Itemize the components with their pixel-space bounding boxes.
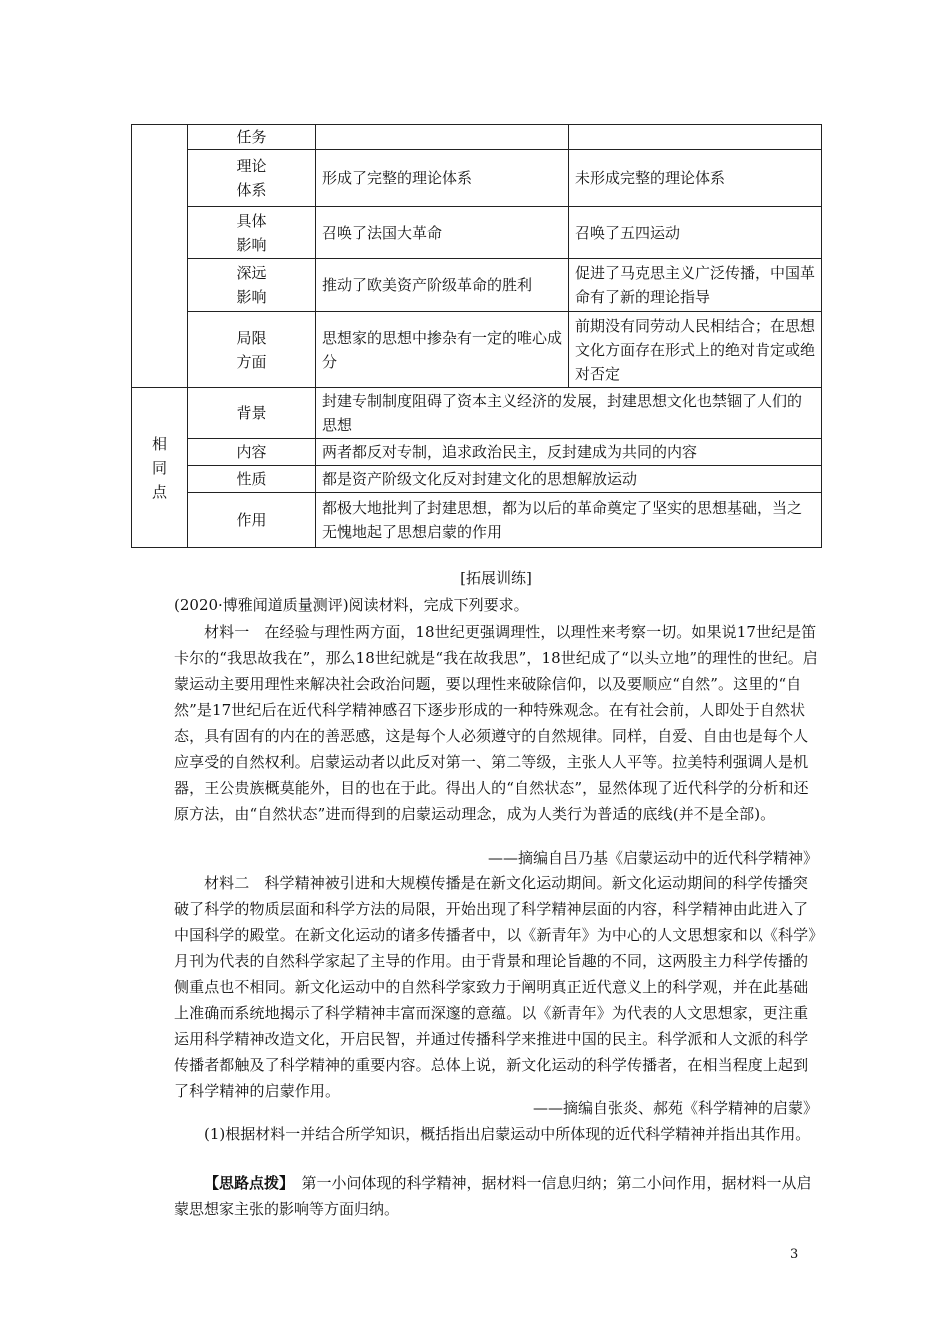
table-row-content xyxy=(132,439,822,466)
comparison-table xyxy=(131,124,822,548)
cell-new-culture xyxy=(569,125,822,150)
question-one: (1)根据材料一并结合所学知识，概括指出启蒙运动中所体现的近代科学精神并指出其作用。 xyxy=(204,1125,811,1143)
page-number: 3 xyxy=(790,1247,799,1262)
cell-common: 都极大地批判了封建思想，都为以后的革命奠定了坚实的思想基础，当之无愧地起了思想启蒙的作用 xyxy=(316,493,822,548)
row-label: 背景 xyxy=(188,388,316,439)
same-group-label: 相同点 xyxy=(151,434,167,501)
hint-label: 【思路点拨】 xyxy=(204,1174,287,1192)
hint-paragraph xyxy=(174,1170,818,1222)
same-group-cell xyxy=(132,388,188,548)
table-row-task xyxy=(132,125,822,150)
table-row-background xyxy=(132,388,822,439)
table-row-nature xyxy=(132,466,822,493)
table-row-limitation xyxy=(132,312,822,388)
cell-enlightenment xyxy=(316,125,569,150)
material-two-text: 材料二 科学精神被引进和大规模传播是在新文化运动期间。新文化运动期间的科学传播突破了科学的物质层面和科学方法的局限，开始出现了科学精神层面的内容，科学精神由此进入了中国科学的殿堂。在新文化运动的诸多传播者中，以《新青年》为中心的人文思想家和以《科学》月刊为代表的自然科学家起了主导的作用。由于背景和理论旨趣的不同，这两股主力科学传播的侧重点也不相同。新文化运动中的自然科学家致力于阐明真正近代意义上的科学观，并在此基础上准确而系统地揭示了科学精神丰富而深邃的意蕴。以《新青年》为代表的人文思想家，更注重运用科学精神改造文化，开启民智，并通过传播科学来推进中国的民主。科学派和人文派的科学传播者都触及了科学精神的重要内容。总体上说，新文化运动的科学传播者，在相当程度上起到了科学精神的启蒙作用。 xyxy=(174,874,816,1100)
table-row-theory xyxy=(132,150,822,207)
row-label: 作用 xyxy=(188,493,316,548)
row-label: 理论体系 xyxy=(236,157,267,199)
row-label: 内容 xyxy=(188,439,316,466)
table-row-far-impact xyxy=(132,259,822,312)
cell-enlightenment: 推动了欧美资产阶级革命的胜利 xyxy=(316,259,569,312)
source-line: (2020·博雅闻道质量测评)阅读材料，完成下列要求。 xyxy=(174,596,529,614)
row-label: 性质 xyxy=(188,466,316,493)
cell-new-culture: 促进了马克思主义广泛传播，中国革命有了新的理论指导 xyxy=(569,259,822,312)
cell-common: 都是资产阶级文化反对封建文化的思想解放运动 xyxy=(316,466,822,493)
row-label: 深远影响 xyxy=(236,264,267,306)
material-one-text: 材料一 在经验与理性两方面，18世纪更强调理性，以理性来考察一切。如果说17世纪是笛卡尔的“我思故我在”，那么18世纪就是“我在故我思”，18世纪成了“以头立地”的理性的世纪。启蒙运动主要用理性来解决社会政治问题，要以理性来破除信仰，以及要顺应“自然”。这里的“自然”是17世纪后在近代科学精神感召下逐步形成的一种特殊观念。在有社会前，人即处于自然状态，具有固有的内在的善恶感，这是每个人必须遵守的自然规律。同样，自爱、自由也是每个人应享受的自然权利。启蒙运动者以此反对第一、第二等级，主张人人平等。拉美特利强调人是机器，王公贵族概莫能外，目的也在于此。得出人的“自然状态”，显然体现了近代科学的分析和还原方法，由“自然状态”进而得到的启蒙运动理念，成为人类行为普适的底线(并不是全部)。 xyxy=(174,623,818,823)
row-label: 具体影响 xyxy=(236,211,267,254)
material-two-citation: ——摘编自张炎、郝苑《科学精神的启蒙》 xyxy=(532,1099,818,1117)
diff-group-cell xyxy=(132,125,188,388)
cell-new-culture: 召唤了五四运动 xyxy=(569,207,822,259)
cell-new-culture: 前期没有同劳动人民相结合；在思想文化方面存在形式上的绝对肯定或绝对否定 xyxy=(569,312,822,388)
row-label: 局限方面 xyxy=(236,328,267,371)
section-title: [拓展训练] xyxy=(460,569,532,587)
material-one-citation: ——摘编自吕乃基《启蒙运动中的近代科学精神》 xyxy=(487,849,818,867)
cell-common: 两者都反对专制，追求政治民主，反封建成为共同的内容 xyxy=(316,439,822,466)
cell-common: 封建专制制度阻碍了资本主义经济的发展，封建思想文化也禁锢了人们的思想 xyxy=(316,388,822,439)
cell-enlightenment: 召唤了法国大革命 xyxy=(316,207,569,259)
cell-new-culture: 未形成完整的理论体系 xyxy=(569,150,822,207)
table-row-effect xyxy=(132,493,822,548)
table-row-specific-impact xyxy=(132,207,822,259)
cell-enlightenment: 形成了完整的理论体系 xyxy=(316,150,569,207)
cell-enlightenment: 思想家的思想中掺杂有一定的唯心成分 xyxy=(316,312,569,388)
hint-text: 第一小问体现的科学精神，据材料一信息归纳；第二小问作用，据材料一从启蒙思想家主张的影响等方面归纳。 xyxy=(174,1174,812,1218)
row-label: 任务 xyxy=(188,125,316,150)
